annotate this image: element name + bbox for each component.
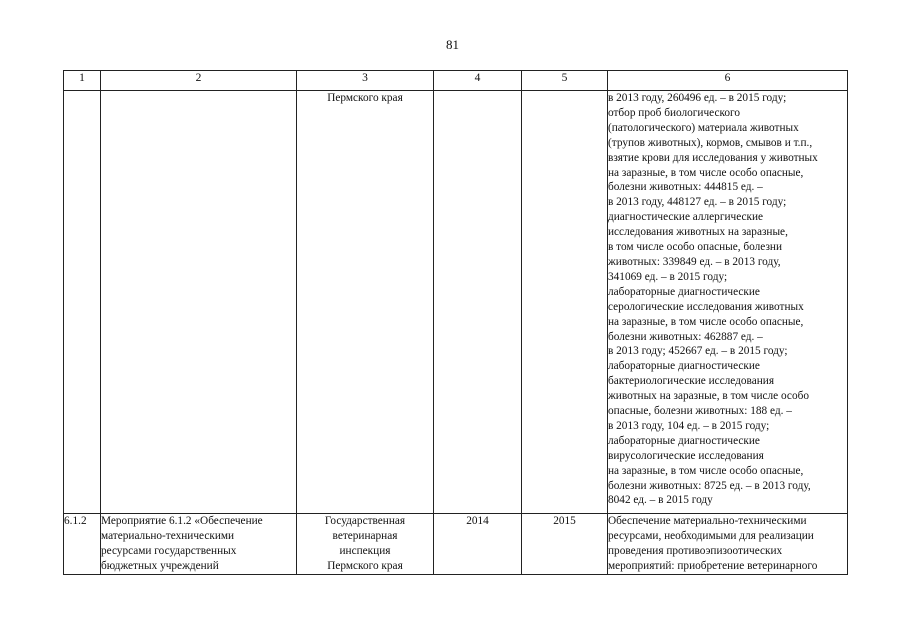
row1-result-line: лабораторные диагностические	[608, 360, 760, 373]
row1-result-line: бактериологические исследования	[608, 375, 775, 388]
row2-result-line: мероприятий: приобретение ветеринарного	[608, 559, 818, 572]
row1-result-line: болезни животных: 462887 ед. –	[608, 330, 763, 343]
header-col-5: 5	[522, 71, 608, 91]
header-col-3: 3	[297, 71, 434, 91]
row1-result-line: в 2013 году, 260496 ед. – в 2015 году;	[608, 92, 787, 104]
row2-executor-line: инспекция	[339, 544, 391, 557]
row1-result-line: исследования животных на заразные,	[608, 226, 788, 239]
row1-executor-line: Пермского края	[327, 92, 403, 104]
header-col-2: 2	[101, 71, 297, 91]
row2-number-cell: 6.1.2	[64, 514, 101, 575]
table-row	[64, 91, 848, 514]
row2-name-cell	[101, 514, 297, 575]
row2-result-line: ресурсами, необходимыми для реализации	[608, 529, 814, 542]
row2-result-line: проведения противоэпизоотических	[608, 544, 783, 557]
row1-result-line: в том числе особо опасные, болезни	[608, 241, 782, 254]
program-table	[63, 70, 848, 575]
row2-name-line: Мероприятие 6.1.2 «Обеспечение	[101, 515, 263, 527]
row2-executor-line: ветеринарная	[332, 529, 398, 542]
row1-start-year-cell	[434, 91, 522, 514]
header-col-6: 6	[608, 71, 848, 91]
row2-start-year-cell: 2014	[434, 514, 522, 575]
table-header-row	[64, 71, 848, 91]
row1-result-line: в 2013 году, 104 ед. – в 2015 году;	[608, 419, 770, 432]
header-col-4: 4	[434, 71, 522, 91]
row1-result-line: животных на заразные, в том числе особо	[608, 390, 809, 403]
row1-result-line: отбор проб биологического	[608, 106, 741, 119]
row1-result-line: серологические исследования животных	[608, 300, 804, 313]
row2-result-cell	[608, 514, 848, 575]
row2-name-line: ресурсами государственных	[101, 544, 237, 557]
row1-result-line: лабораторные диагностические	[608, 285, 760, 298]
row1-result-line: 341069 ед. – в 2015 году;	[608, 270, 728, 283]
row1-result-line: лабораторные диагностические	[608, 434, 760, 447]
row1-result-cell	[608, 91, 848, 514]
row1-result-line: опасные, болезни животных: 188 ед. –	[608, 405, 792, 418]
row1-result-line: в 2013 году; 452667 ед. – в 2015 году;	[608, 345, 788, 358]
row2-executor-line: Государственная	[324, 515, 406, 527]
row2-end-year-cell: 2015	[522, 514, 608, 575]
row1-result-line: (патологического) материала животных	[608, 121, 799, 134]
table-row	[64, 514, 848, 575]
row1-result-line: вирусологические исследования	[608, 449, 764, 462]
row2-name-line: материально-техническими	[101, 529, 235, 542]
row1-executor-cell	[297, 91, 434, 514]
row1-result-line: в 2013 году, 448127 ед. – в 2015 году;	[608, 196, 787, 209]
row1-result-line: взятие крови для исследования у животных	[608, 151, 818, 164]
row1-end-year-cell	[522, 91, 608, 514]
row1-result-line: диагностические аллергические	[608, 211, 764, 224]
row1-result-line: на заразные, в том числе особо опасные,	[608, 166, 804, 179]
row1-result-line: болезни животных: 8725 ед. – в 2013 году,	[608, 479, 811, 492]
row2-executor-cell	[297, 514, 434, 575]
row2-name-line: бюджетных учреждений	[101, 559, 219, 572]
row1-result-line: на заразные, в том числе особо опасные,	[608, 315, 804, 328]
row1-result-line: (трупов животных), кормов, смывов и т.п.,	[608, 136, 813, 149]
row1-number-cell	[64, 91, 101, 514]
header-col-1: 1	[64, 71, 101, 91]
row2-executor-line: Пермского края	[327, 559, 403, 572]
row1-result-line: на заразные, в том числе особо опасные,	[608, 464, 804, 477]
row1-result-line: 8042 ед. – в 2015 году	[608, 494, 713, 507]
row1-result-line: болезни животных: 444815 ед. –	[608, 181, 763, 194]
row2-result-line: Обеспечение материально-техническими	[608, 515, 807, 527]
row1-result-line: животных: 339849 ед. – в 2013 году,	[608, 255, 781, 268]
row1-name-cell	[101, 91, 297, 514]
page-number: 81	[446, 37, 459, 52]
